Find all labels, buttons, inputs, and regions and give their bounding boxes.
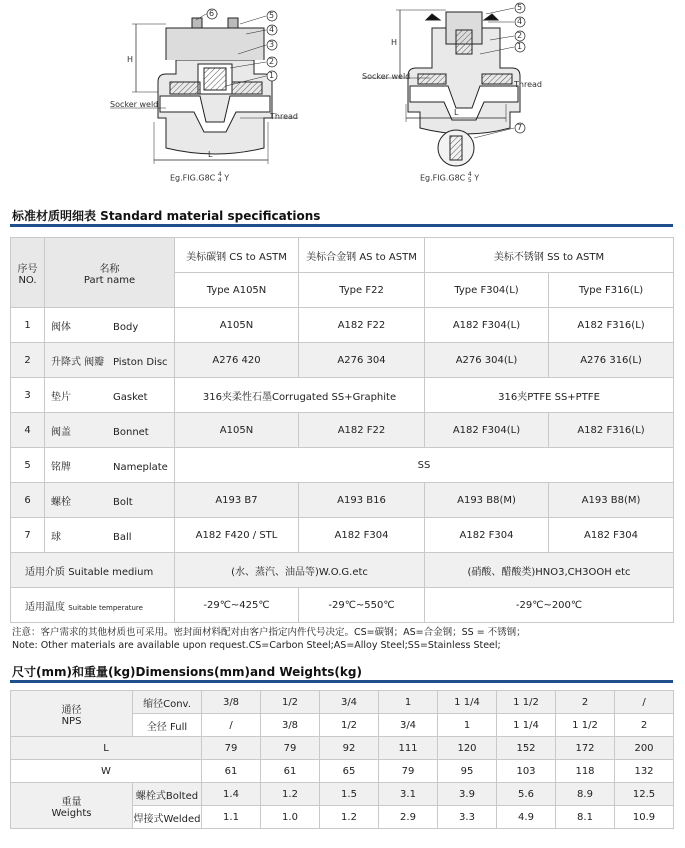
cell-as: A193 B16 (299, 483, 425, 518)
width-row (11, 760, 674, 783)
callout-4: 4 (269, 25, 275, 34)
right-socket-weld: Socker weld (362, 72, 411, 81)
cell-f316: A182 F304 (549, 518, 674, 553)
part-name: 阀盖 Bonnet (45, 413, 175, 448)
row-no: 3 (11, 378, 45, 413)
conv-row (11, 691, 674, 714)
callout-1: 1 (269, 71, 275, 80)
table-row (11, 518, 674, 553)
spec-type-316: Type F316(L) (549, 273, 674, 308)
note-en: Note: Other materials are available upon request.CS=Carbon Steel;AS=Alloy Steel;SS=Stainless Steel; (12, 640, 501, 651)
length-cell: 111 (379, 737, 438, 760)
temp-ss: -29℃~200℃ (425, 588, 674, 623)
part-name: 垫片 Gasket (45, 378, 175, 413)
cell-f316: A193 B8(M) (549, 483, 674, 518)
conv-cell: 2 (556, 691, 615, 714)
right-callout-7: 7 (517, 123, 523, 132)
bolted-cell: 3.1 (379, 783, 438, 806)
spec-title-bar (10, 224, 673, 227)
width-label: W (11, 760, 202, 783)
spec-type-304: Type F304(L) (425, 273, 549, 308)
length-cell: 120 (438, 737, 497, 760)
spec-type-cs: Type A105N (175, 273, 299, 308)
length-cell: 200 (615, 737, 674, 760)
part-name: 升降式 阀瓣 Piston Disc (45, 343, 175, 378)
dims-section-title: 尺寸(mm)和重量(kg)Dimensions(mm)and Weights(kg) (12, 665, 362, 679)
width-cell: 132 (615, 760, 674, 783)
right-caption: Eg.FIG.G8C 4 5 Y (420, 171, 480, 184)
note-cn: 注意：客户需求的其他材质也可采用。密封面材料配对由客户指定内件代号决定。CS=碳钢；AS=合金钢；SS = 不锈钢； (12, 627, 526, 638)
right-dim-l: L (454, 108, 459, 117)
spec-header-cs: 美标碳钢 CS to ASTM (175, 238, 299, 273)
length-cell: 92 (320, 737, 379, 760)
width-cell: 95 (438, 760, 497, 783)
cell-cs-as: 316夹柔性石墨Corrugated SS+Graphite (175, 378, 425, 413)
cell-ss: 316夹PTFE SS+PTFE (425, 378, 674, 413)
welded-label: 焊接式Welded (133, 806, 202, 829)
full-cell: 2 (615, 714, 674, 737)
cell-f316: A182 F316(L) (549, 308, 674, 343)
full-label: 全径 Full (133, 714, 202, 737)
welded-cell: 1.2 (320, 806, 379, 829)
full-cell: 1/2 (320, 714, 379, 737)
table-row (11, 378, 674, 413)
spec-header-ss: 美标不锈钢 SS to ASTM (425, 238, 674, 273)
valve-drawings (0, 0, 685, 200)
temp-cs: -29℃~425℃ (175, 588, 299, 623)
full-cell: 3/8 (261, 714, 320, 737)
full-cell: 1 1/2 (556, 714, 615, 737)
length-cell: 79 (202, 737, 261, 760)
cell-f304: A182 F304(L) (425, 308, 549, 343)
valve-cross-section-drawings (0, 0, 685, 200)
bolted-cell: 12.5 (615, 783, 674, 806)
callout-6: 6 (209, 9, 215, 18)
bolted-cell: 1.4 (202, 783, 261, 806)
bolted-label: 螺栓式Bolted (133, 783, 202, 806)
conv-cell: / (615, 691, 674, 714)
width-cell: 118 (556, 760, 615, 783)
bolted-cell: 3.9 (438, 783, 497, 806)
conv-cell: 3/8 (202, 691, 261, 714)
cell-cs: A276 420 (175, 343, 299, 378)
welded-cell: 8.1 (556, 806, 615, 829)
table-row (11, 308, 674, 343)
length-row (11, 737, 674, 760)
part-name: 球 Ball (45, 518, 175, 553)
cell-cs: A182 F420 / STL (175, 518, 299, 553)
full-cell: 1 1/4 (497, 714, 556, 737)
right-callout-4: 4 (517, 17, 523, 26)
spec-header-name: 名称 Part name (45, 238, 175, 308)
spec-header-row-1 (11, 238, 674, 273)
medium-ss: (硝酸、醋酸类)HNO3,CH3OOH etc (425, 553, 674, 588)
conv-cell: 1 1/2 (497, 691, 556, 714)
temperature-label: 适用温度 Suitable temperature (11, 588, 175, 623)
cell-as: A182 F22 (299, 308, 425, 343)
right-dim-h: H (391, 38, 398, 47)
temperature-row (11, 588, 674, 623)
row-no: 5 (11, 448, 45, 483)
left-dim-h: H (127, 55, 134, 64)
welded-cell: 2.9 (379, 806, 438, 829)
part-name: 阀体 Body (45, 308, 175, 343)
cell-f304: A182 F304 (425, 518, 549, 553)
cell-all: SS (175, 448, 674, 483)
row-no: 1 (11, 308, 45, 343)
row-no: 7 (11, 518, 45, 553)
bolted-cell: 1.5 (320, 783, 379, 806)
bolted-cell: 8.9 (556, 783, 615, 806)
material-spec-table (10, 237, 674, 623)
left-socket-weld: Socker weld (110, 100, 159, 109)
conv-cell: 1 1/4 (438, 691, 497, 714)
length-cell: 152 (497, 737, 556, 760)
callout-5: 5 (269, 11, 275, 20)
conv-cell: 3/4 (320, 691, 379, 714)
callout-2: 2 (269, 57, 275, 66)
cell-as: A182 F22 (299, 413, 425, 448)
cell-f304: A193 B8(M) (425, 483, 549, 518)
full-cell: / (202, 714, 261, 737)
cell-f304: A276 304(L) (425, 343, 549, 378)
welded-cell: 1.1 (202, 806, 261, 829)
left-dim-l: L (208, 150, 213, 159)
spec-section-title: 标准材质明细表 Standard material specifications (12, 209, 321, 223)
width-cell: 103 (497, 760, 556, 783)
width-cell: 79 (379, 760, 438, 783)
welded-cell: 4.9 (497, 806, 556, 829)
spec-type-as: Type F22 (299, 273, 425, 308)
dims-title-bar (10, 680, 673, 683)
table-row (11, 483, 674, 518)
left-valve-drawing (110, 14, 298, 164)
cell-as: A276 304 (299, 343, 425, 378)
callout-3: 3 (269, 40, 275, 49)
right-valve-drawing (362, 8, 523, 166)
nps-label: 通径 NPS (11, 691, 133, 737)
welded-cell: 10.9 (615, 806, 674, 829)
cell-cs: A105N (175, 413, 299, 448)
left-caption: Eg.FIG.G8C 4 4 Y (170, 171, 230, 184)
part-name: 铭牌 Nameplate (45, 448, 175, 483)
row-no: 6 (11, 483, 45, 518)
conv-cell: 1 (379, 691, 438, 714)
part-name: 螺栓 Bolt (45, 483, 175, 518)
weight-label: 重量 Weights (11, 783, 133, 829)
right-callout-5: 5 (517, 3, 523, 12)
width-cell: 65 (320, 760, 379, 783)
temp-as: -29℃~550℃ (299, 588, 425, 623)
bolted-cell: 1.2 (261, 783, 320, 806)
left-thread: Thread (270, 112, 298, 121)
bolted-cell: 5.6 (497, 783, 556, 806)
medium-row (11, 553, 674, 588)
length-cell: 172 (556, 737, 615, 760)
row-no: 2 (11, 343, 45, 378)
cell-cs: A105N (175, 308, 299, 343)
medium-cs-as: (水、蒸汽、油品等)W.O.G.etc (175, 553, 425, 588)
dimensions-table (10, 690, 674, 829)
conv-cell: 1/2 (261, 691, 320, 714)
cell-f304: A182 F304(L) (425, 413, 549, 448)
bolted-row (11, 783, 674, 806)
conv-label: 缩径Conv. (133, 691, 202, 714)
cell-as: A182 F304 (299, 518, 425, 553)
length-label: L (11, 737, 202, 760)
row-no: 4 (11, 413, 45, 448)
width-cell: 61 (261, 760, 320, 783)
table-row (11, 413, 674, 448)
width-cell: 61 (202, 760, 261, 783)
welded-cell: 1.0 (261, 806, 320, 829)
welded-cell: 3.3 (438, 806, 497, 829)
spec-header-no: 序号 NO. (11, 238, 45, 308)
medium-label: 适用介质 Suitable medium (11, 553, 175, 588)
right-callout-2: 2 (517, 31, 523, 40)
length-cell: 79 (261, 737, 320, 760)
right-thread: Thread (514, 80, 542, 89)
spec-header-as: 美标合金钢 AS to ASTM (299, 238, 425, 273)
full-cell: 3/4 (379, 714, 438, 737)
cell-f316: A182 F316(L) (549, 413, 674, 448)
table-row (11, 343, 674, 378)
table-row (11, 448, 674, 483)
cell-f316: A276 316(L) (549, 343, 674, 378)
notes (12, 626, 526, 652)
right-callout-1: 1 (517, 42, 523, 51)
full-cell: 1 (438, 714, 497, 737)
cell-cs: A193 B7 (175, 483, 299, 518)
